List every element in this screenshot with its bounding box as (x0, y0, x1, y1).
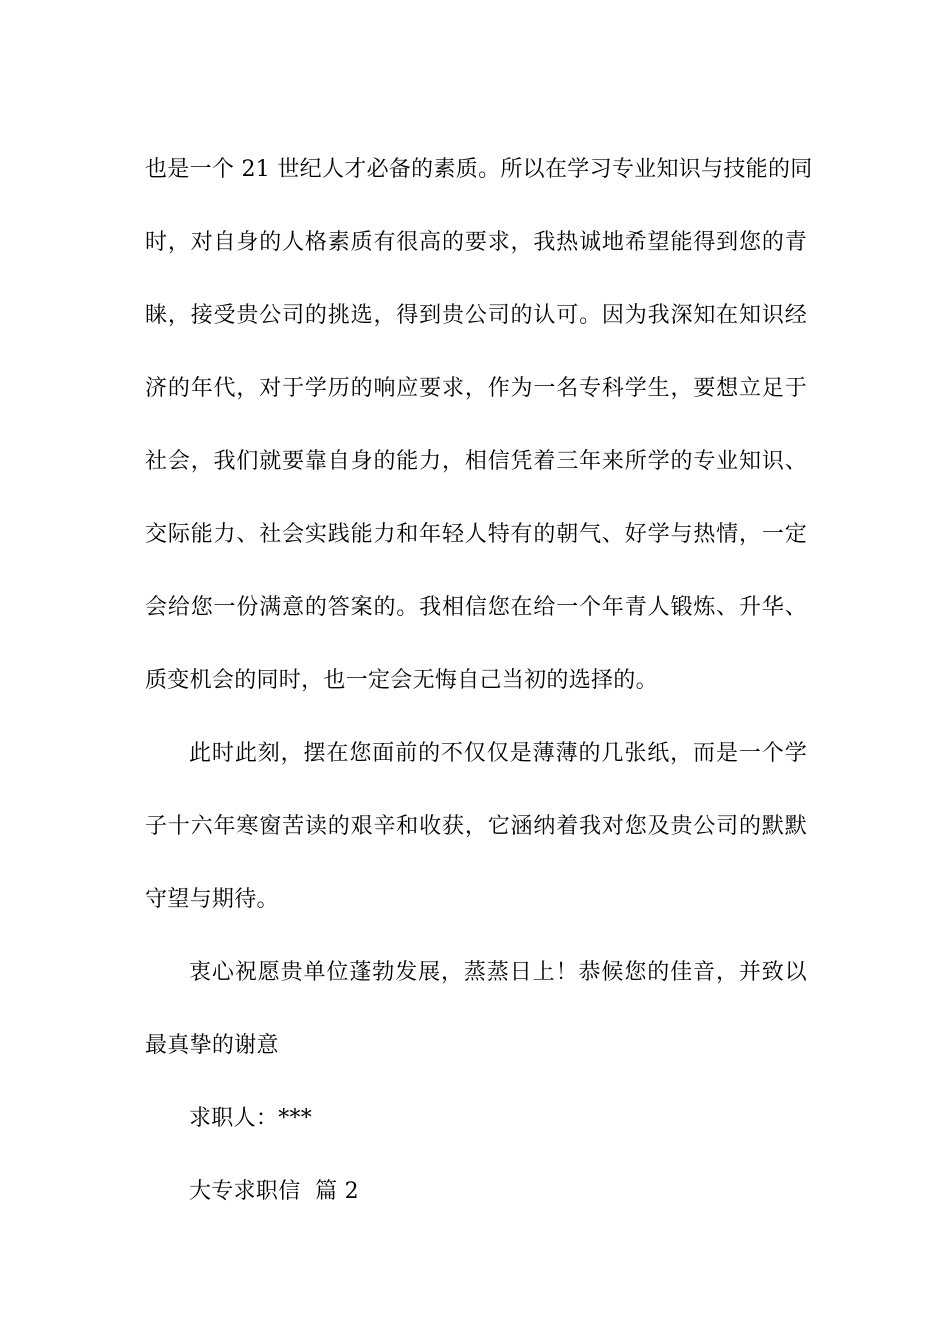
text-line: 质变机会的同时，也一定会无悔自己当初的选择的。 (145, 668, 658, 693)
signature-line (145, 1082, 807, 1155)
applicant-signature: 求职人：*** (189, 1106, 313, 1131)
text-line: 会给您一份满意的答案的。我相信您在给一个年青人锻炼、升华、 (145, 595, 807, 620)
text-line: 守望与期待。 (145, 887, 279, 912)
text-line: 子十六年寒窗苦读的艰辛和收获，它涵纳着我对您及贵公司的默默 (145, 814, 807, 839)
body-paragraph-2 (145, 717, 807, 936)
text-line: 衷心祝愿贵单位蓬勃发展，蒸蒸日上！恭候您的佳音，并致以 (189, 960, 807, 985)
text-line: 睐，接受贵公司的挑选，得到贵公司的认可。因为我深知在知识经 (145, 303, 807, 328)
body-paragraph-1 (145, 133, 813, 717)
text-line: 最真挚的谢意 (145, 1033, 279, 1058)
text-line: 时，对自身的人格素质有很高的要求，我热诚地希望能得到您的青 (145, 230, 807, 255)
text-line: 此时此刻，摆在您面前的不仅仅是薄薄的几张纸，而是一个学 (189, 741, 807, 766)
next-section-heading (145, 1155, 807, 1228)
closing-paragraph (145, 936, 807, 1082)
text-line: 社会，我们就要靠自身的能力，相信凭着三年来所学的专业知识、 (145, 449, 807, 474)
section-title: 大专求职信 篇 2 (189, 1179, 359, 1204)
text-line: 济的年代，对于学历的响应要求，作为一名专科学生，要想立足于 (145, 376, 807, 401)
text-line: 也是一个 21 世纪人才必备的素质。所以在学习专业知识与技能的同 (145, 157, 813, 182)
document-page (145, 133, 813, 1228)
text-line: 交际能力、社会实践能力和年轻人特有的朝气、好学与热情，一定 (145, 522, 807, 547)
